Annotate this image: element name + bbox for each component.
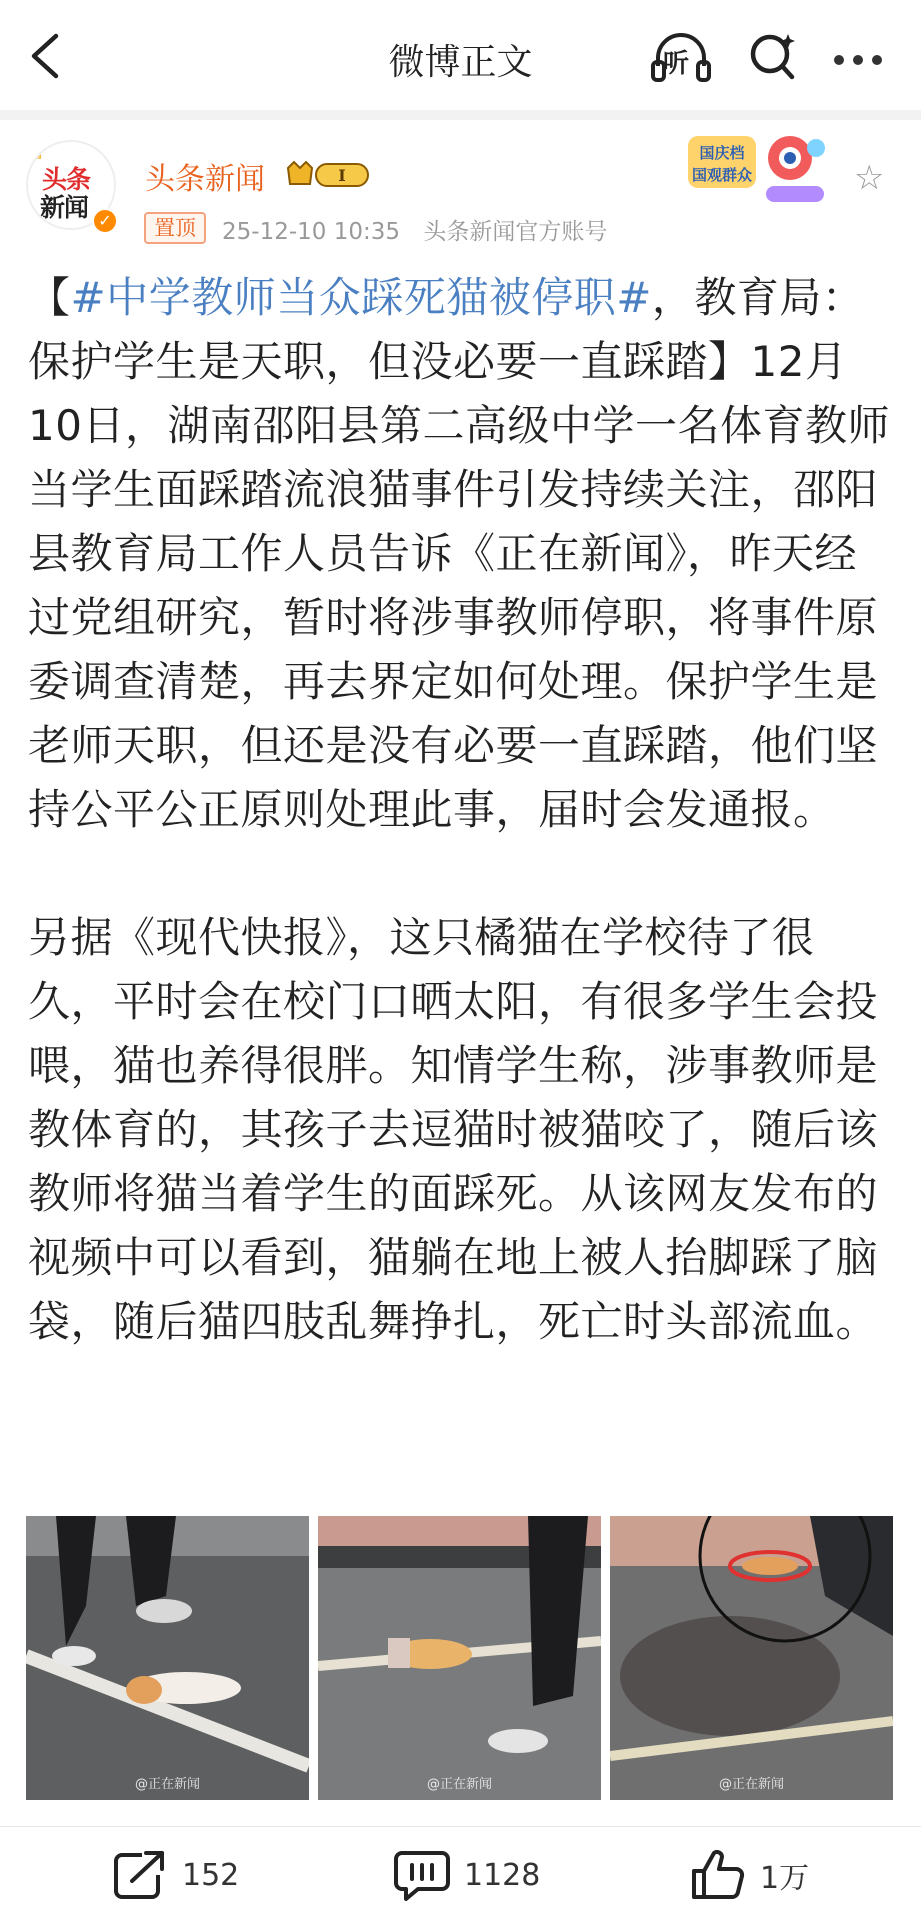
comment-count: 1128 xyxy=(464,1857,541,1893)
photo-2-watermark: @正在新闻 xyxy=(426,1777,492,1792)
post-source: 头条新闻官方账号 xyxy=(423,219,608,245)
photo-grid xyxy=(26,1516,894,1800)
crown-icon: ♛ xyxy=(28,140,46,164)
photo-1[interactable] xyxy=(26,1516,309,1800)
listen-button[interactable] xyxy=(650,28,712,86)
repost-count: 152 xyxy=(182,1857,240,1893)
thumbs-up-icon xyxy=(690,1849,746,1901)
action-bar xyxy=(0,1826,921,1922)
section-divider xyxy=(0,110,921,120)
photo-1-watermark: @正在新闻 xyxy=(134,1777,200,1792)
listen-label: 听 xyxy=(663,49,690,79)
post-paragraph-2: 另据《现代快报》，这只橘猫在学校待了很久，平时会在校门口晒太阳，有很多学生会投喂，猫也养得很胖。知情学生称，涉事教师是教体育的，其孩子去逗猫时被猫咬了，随后该教师将猫当着学生的面踩死。从该网友发布的视频中可以看到，猫躺在地上被人抬脚踩了脑袋，随后猫四肢乱舞挣扎，死亡时头部流血。 xyxy=(28,913,879,1346)
photo-3-watermark: @正在新闻 xyxy=(718,1777,784,1792)
promo-banner-icon[interactable] xyxy=(684,122,834,214)
avatar-text-top: 头条 xyxy=(42,165,91,194)
repost-icon xyxy=(112,1849,168,1901)
post-timestamp: 25-12-10 10:35 xyxy=(222,219,400,245)
headline-bracket: 【 xyxy=(28,273,71,322)
favorite-star-icon[interactable]: ☆ xyxy=(854,158,885,198)
repost-button[interactable] xyxy=(112,1847,239,1903)
promo-text-1: 国庆档 xyxy=(699,144,745,162)
topic-link[interactable]: #中学教师当众踩死猫被停职# xyxy=(70,273,652,322)
vip-level-text: I xyxy=(338,166,346,185)
post-body xyxy=(28,266,896,1354)
post-paragraph-1 xyxy=(28,266,896,842)
verified-badge-icon: ✓ xyxy=(92,208,118,234)
like-count: 1万 xyxy=(760,1861,810,1896)
avatar-text-bottom: 新闻 xyxy=(40,193,89,222)
page-title: 微博正文 xyxy=(388,42,533,83)
post-meta xyxy=(222,213,607,246)
paragraph-1-text: 12月10日，湖南邵阳县第二高级中学一名体育教师当学生面踩踏流浪猫事件引发持续关注，邵阳县教育局工作人员告诉《正在新闻》，昨天经过党组研究，暂时将涉事教师停职，将事件原委调查清楚，再去界定如何处理。保护学生是老师天职，但还是没有必要一直踩踏，他们坚持公平公正原则处理此事，届时会发通报。 xyxy=(28,337,890,834)
more-options-icon[interactable] xyxy=(834,50,894,62)
headline-text: ，教育局：保护学生是天职，但没必要一直踩踏】 xyxy=(28,273,865,386)
pinned-badge: 置顶 xyxy=(144,212,206,244)
photo-2[interactable] xyxy=(318,1516,601,1800)
photo-3[interactable] xyxy=(610,1516,893,1800)
search-icon[interactable] xyxy=(748,30,800,84)
comment-icon xyxy=(394,1849,450,1901)
comment-button[interactable] xyxy=(394,1847,540,1903)
like-button[interactable] xyxy=(690,1847,809,1903)
vip-level-badge-icon[interactable] xyxy=(284,158,374,190)
promo-text-2: 国观群众 xyxy=(691,166,753,184)
top-bar xyxy=(0,0,921,112)
author-name[interactable]: 头条新闻 xyxy=(145,162,265,197)
